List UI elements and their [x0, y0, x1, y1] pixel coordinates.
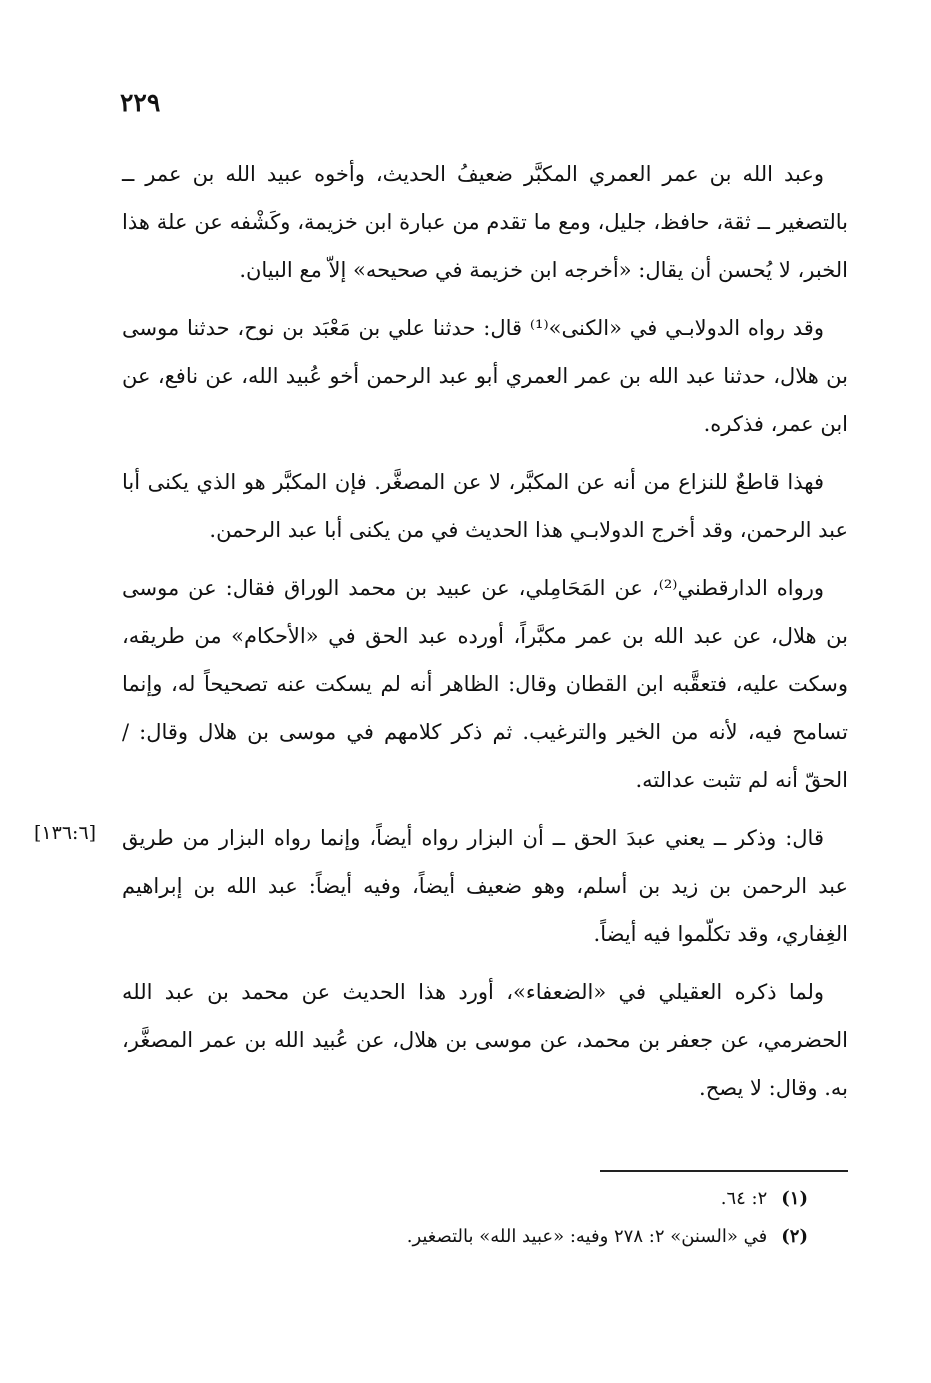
paragraph-1: وعبد الله بن عمر العمري المكبَّر ضعيفُ الحديث، وأخوه عبيد الله بن عمر ــ بالتصغير ــ ثقة، حافظ، جليل، ومع ما تقدم من عبارة ابن خزيمة، وكَشْفه عن علة هذا الخبر، لا يُحسن أن يقال: «أخرجه ابن خزيمة في صحيحه» إلاّ مع البيان.	[122, 162, 848, 282]
footnote-2	[300, 1218, 808, 1256]
footnote-1	[300, 1180, 808, 1218]
footnote-text: في «السنن» ٢: ٢٧٨ وفيه: «عبيد الله» بالتصغير.	[406, 1226, 768, 1247]
footnote-number: (١)	[781, 1188, 808, 1209]
paragraph-2: وقد رواه الدولابـي في «الكنى»⁽¹⁾ قال: حدثنا علي بن مَعْبَد بن نوح، حدثنا موسى بن هلال، حدثنا عبد الله بن عمر العمري أبو عبد الرحمن أخو عُبيد الله، عن نافع، عن ابن عمر، فذكره.	[122, 316, 848, 436]
footnote-number: (٢)	[781, 1226, 808, 1247]
footnote-text: ٢: ٦٤.	[720, 1188, 768, 1209]
footnote-divider	[600, 1170, 848, 1172]
paragraph-5: قال: وذكر ــ يعني عبدَ الحق ــ أن البزار رواه أيضاً، وإنما رواه البزار من طريق عبد الرحمن بن زيد بن أسلم، وهو ضعيف أيضاً، وفيه أيضاً: عبد الله بن إبراهيم الغِفاري، وقد تكلّموا فيه أيضاً.	[122, 826, 848, 946]
main-text	[122, 150, 848, 1112]
paragraph-4: ورواه الدارقطني⁽²⁾، عن المَحَامِلي، عن عبيد بن محمد الوراق فقال: عن موسى بن هلال، عن عبد الله بن عمر مكبَّراً، أورده عبد الحق في «الأحكام» من طريقه، وسكت عليه، فتعقَّبه ابن القطان وقال: الظاهر أنه لم يسكت عنه تصحيحاً له، وإنما تسامح فيه، لأنه من الخير والترغيب. ثم ذكر كلامهم في موسى بن هلال وقال: / الحقّ أنه لم تثبت عدالته.	[122, 576, 848, 792]
paragraph-3: فهذا قاطعٌ للنزاع من أنه عن المكبَّر، لا عن المصغَّر. فإن المكبَّر هو الذي يكنى أبا عبد الرحمن، وقد أخرج الدولابـي هذا الحديث في من يكنى أبا عبد الرحمن.	[122, 470, 848, 542]
margin-volume-reference: [١٣٦:٦]	[34, 822, 97, 844]
page-number: ٢٢٩	[120, 88, 161, 117]
footnotes	[300, 1180, 808, 1256]
paragraph-6: ولما ذكره العقيلي في «الضعفاء»، أورد هذا الحديث عن محمد بن عبد الله الحضرمي، عن جعفر بن محمد، عن موسى بن هلال، عن عُبيد الله بن عمر المصغَّر، به. وقال: لا يصح.	[122, 980, 848, 1100]
